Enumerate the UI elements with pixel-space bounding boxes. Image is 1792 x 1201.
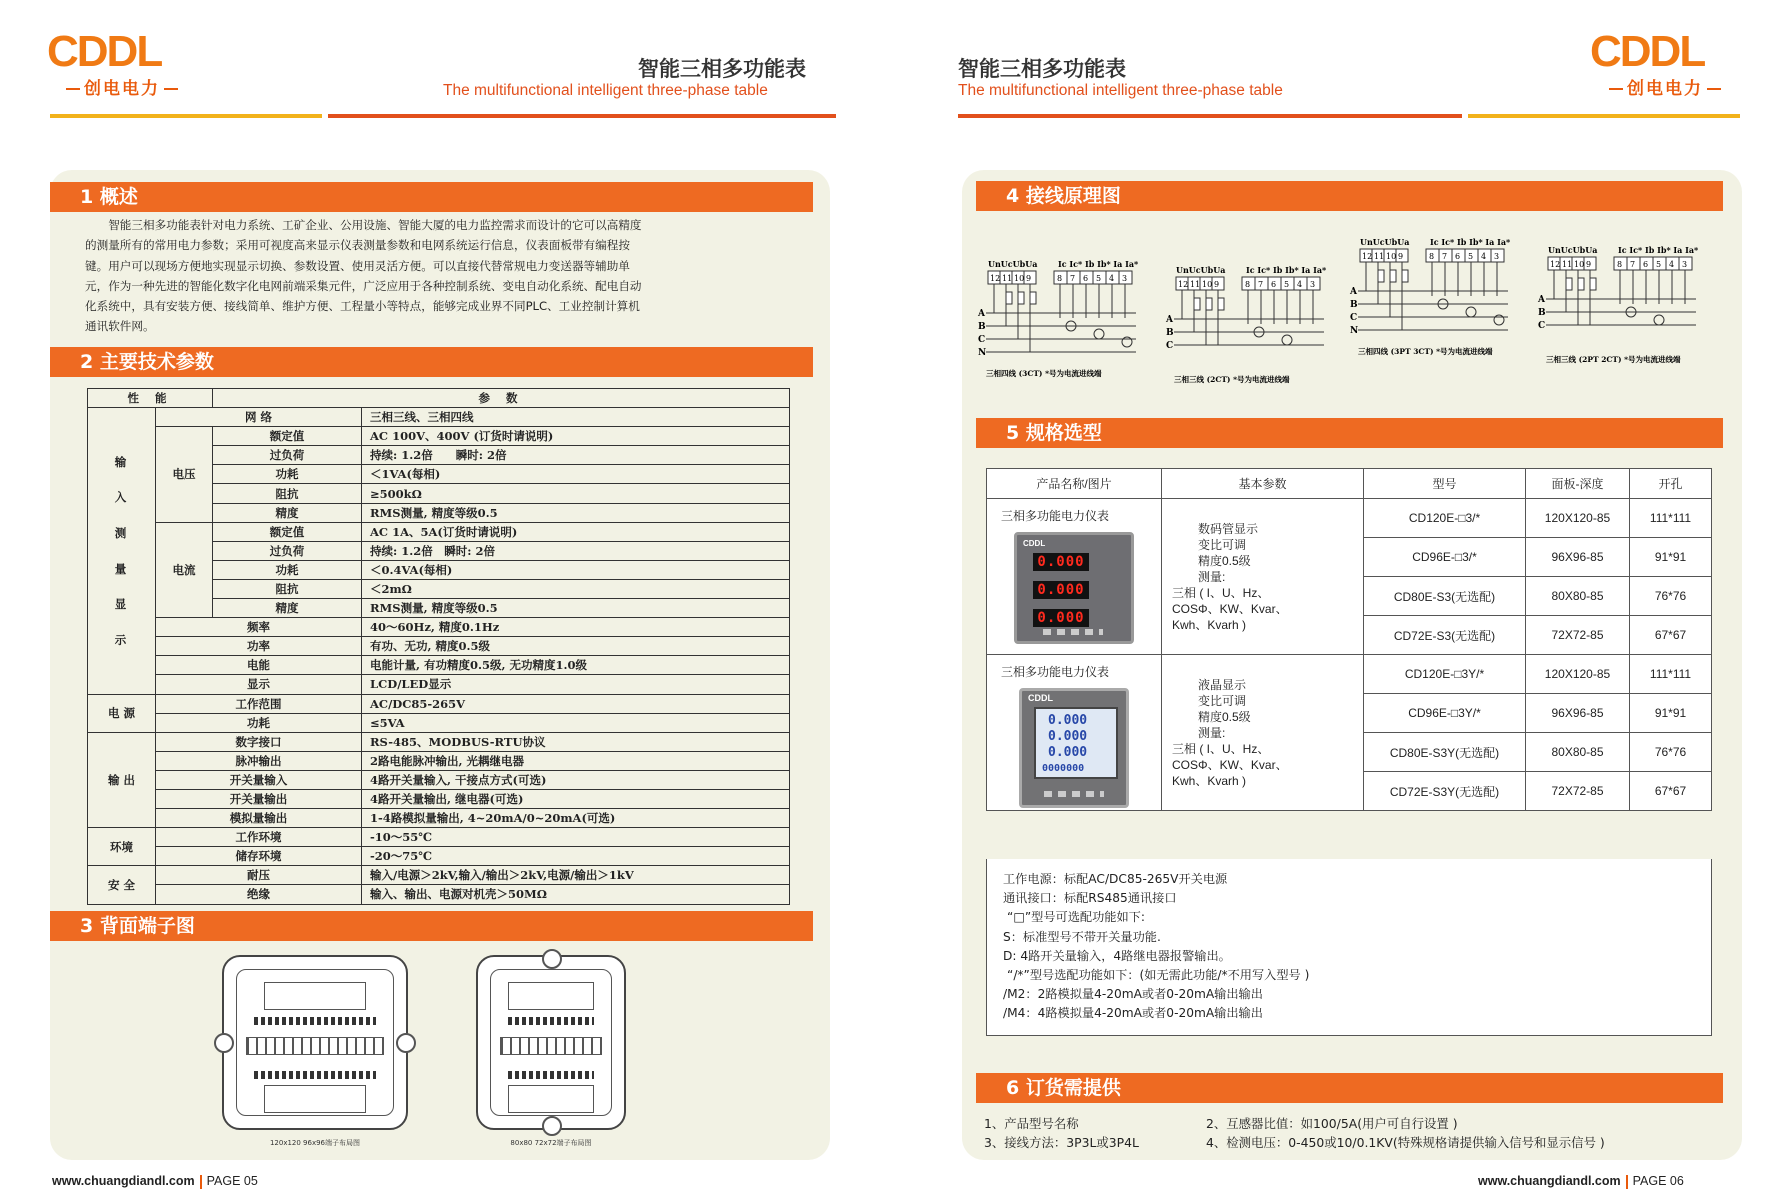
phase-label: B xyxy=(1166,328,1174,338)
row-label: 额定值 xyxy=(213,522,362,541)
header-rule-yellow xyxy=(50,114,322,118)
meter-logo: CDDL xyxy=(1028,693,1053,703)
note-line: D: 4路开关量输入，4路继电器报警输出。 xyxy=(1003,948,1231,963)
row-label: 耐压 xyxy=(156,866,362,885)
terminal-diagram-80 xyxy=(476,955,626,1130)
fuse-icon xyxy=(1578,278,1584,290)
table-row xyxy=(88,751,790,770)
row-value: -20～75℃ xyxy=(362,847,790,866)
group-power: 电 源 xyxy=(88,694,156,732)
footer-page: PAGE 06 xyxy=(1632,1174,1684,1188)
wiring-label: Ic Ic* Ib Ib* Ia Ia* xyxy=(1430,237,1511,247)
header-rule-red xyxy=(328,114,836,118)
phase-label: N xyxy=(1350,326,1359,336)
fuse-icon xyxy=(1390,270,1396,282)
size-cell: 120X120-85 xyxy=(1526,499,1630,538)
overview-line: 元，作为一种先进的智能化数字化电网前端采集元件，广泛应用于各种控制系统、变电自动化系统、配电自动 xyxy=(85,278,642,293)
row-value: AC/DC85-265V xyxy=(362,694,790,713)
product-cell-led xyxy=(987,499,1162,655)
model-cell: CD120E-□3/* xyxy=(1364,499,1526,538)
terminal-number: 11 xyxy=(1374,252,1385,261)
terminal-number: 3 xyxy=(1494,252,1500,261)
note-line: “□”型号可选配功能如下: xyxy=(1007,910,1145,925)
section-heading-wiring: 4 接线原理图 xyxy=(976,181,1723,211)
terminal-number: 11 xyxy=(1190,280,1201,289)
order-item: 1、产品型号名称 xyxy=(984,1116,1079,1131)
row-label: 电能 xyxy=(156,656,362,675)
spec-header: 面板-深度 xyxy=(1526,469,1630,499)
wiring-caption: 三相四线 (3CT) *号为电流进线端 xyxy=(986,369,1102,378)
params-cell-led xyxy=(1162,499,1364,655)
group-input-measure: 输 入 测 量 显 示 xyxy=(88,408,156,694)
size-cell: 80X80-85 xyxy=(1526,733,1630,772)
param-line: 变比可调 xyxy=(1198,693,1247,708)
fuse-icon xyxy=(1218,298,1224,310)
terminal-number: 10 xyxy=(1014,274,1025,283)
phase-label: A xyxy=(1166,315,1173,325)
cutout-cell: 111*111 xyxy=(1630,655,1712,694)
wiring-diagrams xyxy=(976,238,1726,388)
row-label: 工作环境 xyxy=(156,828,362,847)
row-value: 2路电能脉冲输出, 光耦继电器 xyxy=(362,751,790,770)
table-header-row xyxy=(88,389,790,408)
terminal-number: 12 xyxy=(1178,280,1189,289)
overview-line: 通讯软件网。 xyxy=(85,319,155,334)
terminal-number: 5 xyxy=(1096,274,1102,283)
row-label: 模拟量输出 xyxy=(156,809,362,828)
wiring-label: UnUcUbUa xyxy=(1176,265,1226,275)
terminal-number: 3 xyxy=(1310,280,1316,289)
row-value: RMS测量, 精度等级0.5 xyxy=(362,503,790,522)
fuse-icon xyxy=(1378,270,1384,282)
footer-page: PAGE 05 xyxy=(206,1174,258,1188)
brand-logo xyxy=(1590,27,1740,99)
spec-header: 开孔 xyxy=(1630,469,1712,499)
row-label: 网 络 xyxy=(156,408,362,427)
terminal-number: 4 xyxy=(1669,260,1675,269)
brand-cn: 创电电力 xyxy=(1590,74,1740,99)
size-cell: 72X72-85 xyxy=(1526,772,1630,811)
header-param: 参 数 xyxy=(213,389,790,408)
phase-label: B xyxy=(1538,308,1546,318)
row-value: 输入、输出、电源对机壳＞50MΩ xyxy=(362,885,790,904)
wiring-caption: 三相三线 (2CT) *号为电流进线端 xyxy=(1174,375,1290,384)
terminal-caption-80: 80x80 72x72端子布局图 xyxy=(510,1139,592,1147)
param-line: 测量: xyxy=(1198,725,1226,740)
lcd-readout: 0.000 xyxy=(1048,729,1088,744)
params-cell-lcd xyxy=(1162,655,1364,811)
overview-line: 智能三相多功能表针对电力系统、工矿企业、公用设施、智能大厦的电力监控需求而设计的它可以高精度 xyxy=(85,218,642,232)
footer-url: www.chuangdiandl.com xyxy=(1478,1174,1621,1188)
row-label: 精度 xyxy=(213,599,362,618)
terminal-number: 7 xyxy=(1630,260,1636,269)
lcd-readout: 0.000 xyxy=(1048,745,1088,760)
table-row xyxy=(88,789,790,808)
terminal-number: 8 xyxy=(1617,260,1623,269)
row-label: 精度 xyxy=(213,503,362,522)
order-item: 2、互感器比值：如100/5A(用户可自行设置 ) xyxy=(1206,1116,1458,1131)
meter-logo: CDDL xyxy=(1023,539,1046,548)
footer-left xyxy=(52,1174,258,1189)
wiring-label: UnUcUbUa xyxy=(1360,237,1410,247)
row-value: -10～55℃ xyxy=(362,828,790,847)
header-title-cn: 智能三相多功能表 xyxy=(958,57,1126,81)
terminal-number: 9 xyxy=(1586,260,1592,269)
footer-url: www.chuangdiandl.com xyxy=(52,1174,195,1188)
row-label: 储存环境 xyxy=(156,847,362,866)
terminal-number: 12 xyxy=(1550,260,1561,269)
section-heading-order: 6 订货需提供 xyxy=(976,1073,1723,1103)
size-cell: 96X96-85 xyxy=(1526,694,1630,733)
phase-label: N xyxy=(978,348,987,358)
wiring-label: Ic Ic* Ib Ib* Ia Ia* xyxy=(1246,265,1327,275)
order-list xyxy=(984,1114,1724,1152)
note-line: /M2：2路模拟量4-20mA或者0-20mA输出输出 xyxy=(1003,987,1263,1002)
led-meter-image xyxy=(1014,532,1134,644)
cutout-cell: 91*91 xyxy=(1630,538,1712,577)
order-item: 4、检测电压：0-450或10/0.1KV(特殊规格请提供输入信号和显示信号 ) xyxy=(1206,1135,1605,1150)
brand-cn: 创电电力 xyxy=(47,74,197,99)
cutout-cell: 67*67 xyxy=(1630,616,1712,655)
fuse-icon xyxy=(1206,298,1212,310)
note-line: 通讯接口：标配RS485通讯接口 xyxy=(1003,891,1177,906)
row-label: 显示 xyxy=(156,675,362,694)
row-value: 持续: 1.2倍 瞬时: 2倍 xyxy=(362,446,790,465)
phase-label: B xyxy=(978,322,986,332)
table-row xyxy=(88,656,790,675)
table-row xyxy=(88,427,790,446)
group-safety: 安 全 xyxy=(88,866,156,904)
size-cell: 96X96-85 xyxy=(1526,538,1630,577)
terminal-number: 9 xyxy=(1214,280,1220,289)
model-cell: CD72E-S3Y(无选配) xyxy=(1364,772,1526,811)
terminal-number: 4 xyxy=(1297,280,1303,289)
tech-params-table xyxy=(87,388,790,905)
fuse-icon xyxy=(1566,278,1572,290)
spec-header: 基本参数 xyxy=(1162,469,1364,499)
terminal-number: 5 xyxy=(1284,280,1290,289)
lcd-screen xyxy=(1034,707,1118,779)
terminal-number: 3 xyxy=(1682,260,1688,269)
lcd-readout: 0.000 xyxy=(1048,713,1088,728)
wiring-label: Ic Ic* Ib Ib* Ia Ia* xyxy=(1058,259,1139,269)
terminal-number: 11 xyxy=(1002,274,1013,283)
row-label: 功耗 xyxy=(156,713,362,732)
note-line: S：标准型号不带开关量功能. xyxy=(1003,929,1161,944)
row-label: 过负荷 xyxy=(213,541,362,560)
overview-line: 键。用户可以现场方便地实现显示切换、参数设置、使用灵活方便。可以直接代替常规电力变送器等辅助单 xyxy=(85,258,630,273)
terminal-number: 9 xyxy=(1026,274,1032,283)
param-line: 液晶显示 xyxy=(1198,677,1247,692)
product-name: 三相多功能电力仪表 xyxy=(1001,665,1110,679)
row-value: AC 100V、400V (订货时请说明) xyxy=(362,427,790,446)
table-row xyxy=(88,732,790,751)
group-output: 输 出 xyxy=(88,732,156,827)
table-row xyxy=(88,885,790,904)
model-cell: CD80E-S3Y(无选配) xyxy=(1364,733,1526,772)
row-label: 功率 xyxy=(156,637,362,656)
terminal-number: 10 xyxy=(1574,260,1585,269)
wiring-caption: 三相三线 (2PT 2CT) *号为电流进线端 xyxy=(1546,355,1681,364)
row-value: ≤5VA xyxy=(362,713,790,732)
row-label: 阻抗 xyxy=(213,484,362,503)
phase-label: A xyxy=(978,309,985,319)
row-label: 开关量输出 xyxy=(156,789,362,808)
row-value: AC 1A、5A(订货时请说明) xyxy=(362,522,790,541)
row-value: 有功、无功, 精度0.5级 xyxy=(362,637,790,656)
terminal-number: 10 xyxy=(1202,280,1213,289)
note-line: /M4：4路模拟量4-20mA或者0-20mA输出输出 xyxy=(1003,1006,1263,1021)
row-value: RMS测量, 精度等级0.5 xyxy=(362,599,790,618)
table-row xyxy=(88,618,790,637)
phase-label: C xyxy=(1166,341,1174,351)
phase-label: A xyxy=(1538,295,1545,305)
terminal-number: 6 xyxy=(1455,252,1461,261)
row-label: 功耗 xyxy=(213,560,362,579)
fuse-icon xyxy=(1030,292,1036,304)
screw-icon xyxy=(542,949,562,969)
spec-header-row xyxy=(987,469,1712,499)
size-cell: 80X80-85 xyxy=(1526,577,1630,616)
row-value: 40～60Hz, 精度0.1Hz xyxy=(362,618,790,637)
ct-coil-icon xyxy=(1466,307,1476,317)
terminal-number: 7 xyxy=(1258,280,1264,289)
fuse-icon xyxy=(1402,270,1408,282)
table-row xyxy=(88,675,790,694)
brand-logo xyxy=(47,27,197,99)
ct-coil-icon xyxy=(1094,329,1104,339)
screw-icon xyxy=(542,1116,562,1136)
model-cell: CD120E-□3Y/* xyxy=(1364,655,1526,694)
terminal-number: 6 xyxy=(1643,260,1649,269)
lcd-meter-image xyxy=(1019,688,1129,808)
table-row xyxy=(88,866,790,885)
spec-notes xyxy=(1003,870,1309,1024)
row-value: 4路开关量输入, 干接点方式(可选) xyxy=(362,770,790,789)
terminal-caption-120: 120x120 96x96端子布局图 xyxy=(269,1139,361,1147)
led-readout: 0.000 xyxy=(1033,553,1089,571)
table-row xyxy=(88,408,790,427)
overview-line: 化系统中，具有安装方便、接线简单、维护方便、工程量小等特点，能够完成业界不同PLC、工业控制计算机 xyxy=(85,299,640,314)
spec-row xyxy=(987,499,1712,538)
fuse-icon xyxy=(1018,292,1024,304)
terminal-number: 12 xyxy=(1362,252,1373,261)
model-cell: CD96E-□3Y/* xyxy=(1364,694,1526,733)
row-value: 1-4路模拟量输出, 4~20mA/0~20mA(可选) xyxy=(362,809,790,828)
header-rule-yellow xyxy=(1468,114,1740,118)
screw-icon xyxy=(214,1033,234,1053)
terminal-number: 8 xyxy=(1245,280,1251,289)
row-value: ＜0.4VA(每相) xyxy=(362,560,790,579)
header-title-en: The multifunctional intelligent three-phase table xyxy=(958,82,1283,99)
section-heading-terminal: 3 背面端子图 xyxy=(50,911,813,941)
wiring-caption: 三相四线 (3PT 3CT) *号为电流进线端 xyxy=(1358,347,1493,356)
row-label: 脉冲输出 xyxy=(156,751,362,770)
model-cell: CD80E-S3(无选配) xyxy=(1364,577,1526,616)
row-value: 电能计量, 有功精度0.5级, 无功精度1.0级 xyxy=(362,656,790,675)
table-row xyxy=(88,522,790,541)
wiring-diagram xyxy=(1536,244,1721,404)
led-readout: 0.000 xyxy=(1033,581,1089,599)
section-heading-tech: 2 主要技术参数 xyxy=(50,347,813,377)
row-value: ＜2mΩ xyxy=(362,579,790,598)
table-row xyxy=(88,770,790,789)
cutout-cell: 67*67 xyxy=(1630,772,1712,811)
row-label: 频率 xyxy=(156,618,362,637)
param-line: COSΦ、KW、Kvar、 xyxy=(1172,757,1288,772)
param-line: Kwh、Kvarh ) xyxy=(1172,773,1247,788)
row-label: 过负荷 xyxy=(213,446,362,465)
led-readout: 0.000 xyxy=(1033,609,1089,627)
footer-right xyxy=(1478,1174,1684,1189)
order-item: 3、接线方法：3P3L或3P4L xyxy=(984,1135,1139,1150)
group-environment: 环境 xyxy=(88,828,156,866)
wiring-diagram xyxy=(976,258,1161,418)
param-line: 三相 ( I、U、Hz、 xyxy=(1172,741,1270,756)
brand-mark: CDDL xyxy=(1590,27,1705,76)
table-row xyxy=(88,809,790,828)
terminal-number: 7 xyxy=(1442,252,1448,261)
cutout-cell: 76*76 xyxy=(1630,733,1712,772)
row-label: 工作范围 xyxy=(156,694,362,713)
row-value: ＜1VA(每相) xyxy=(362,465,790,484)
row-value: 持续: 1.2倍 瞬时: 2倍 xyxy=(362,541,790,560)
terminal-number: 11 xyxy=(1562,260,1573,269)
model-cell: CD96E-□3/* xyxy=(1364,538,1526,577)
row-value: 输入/电源＞2kV,输入/输出＞2kV,电源/输出＞1kV xyxy=(362,866,790,885)
terminal-number: 6 xyxy=(1271,280,1277,289)
size-cell: 72X72-85 xyxy=(1526,616,1630,655)
note-line: 工作电源：标配AC/DC85-265V开关电源 xyxy=(1003,872,1228,886)
wiring-label: UnUcUbUa xyxy=(988,259,1038,269)
overview-text xyxy=(85,215,805,337)
size-cell: 120X120-85 xyxy=(1526,655,1630,694)
terminal-number: 5 xyxy=(1468,252,1474,261)
table-row xyxy=(88,828,790,847)
ct-coil-icon xyxy=(1282,335,1292,345)
product-cell-lcd xyxy=(987,655,1162,811)
param-line: 精度0.5级 xyxy=(1198,553,1251,568)
cutout-cell: 76*76 xyxy=(1630,577,1712,616)
param-line: COSΦ、KW、Kvar、 xyxy=(1172,601,1288,616)
terminal-number: 12 xyxy=(990,274,1001,283)
table-row xyxy=(88,713,790,732)
terminal-diagram-120 xyxy=(222,955,408,1130)
product-name: 三相多功能电力仪表 xyxy=(1001,509,1110,523)
terminal-number: 5 xyxy=(1656,260,1662,269)
cutout-cell: 91*91 xyxy=(1630,694,1712,733)
page-06 xyxy=(896,0,1792,1201)
fuse-icon xyxy=(1006,292,1012,304)
terminal-number: 10 xyxy=(1386,252,1397,261)
param-line: 精度0.5级 xyxy=(1198,709,1251,724)
phase-label: A xyxy=(1350,287,1357,297)
phase-label: C xyxy=(1538,321,1546,331)
wiring-label: Ic Ic* Ib Ib* Ia Ia* xyxy=(1618,245,1699,255)
row-value: 4路开关量输出, 继电器(可选) xyxy=(362,789,790,808)
terminal-number: 8 xyxy=(1429,252,1435,261)
section-heading-spec: 5 规格选型 xyxy=(976,418,1723,448)
row-label: 额定值 xyxy=(213,427,362,446)
row-value: LCD/LED显示 xyxy=(362,675,790,694)
param-line: 数码管显示 xyxy=(1198,521,1259,536)
phase-label: B xyxy=(1350,300,1358,310)
section-heading-overview: 1 概述 xyxy=(50,182,813,212)
terminal-number: 3 xyxy=(1122,274,1128,283)
ct-coil-icon xyxy=(1654,315,1664,325)
spec-header: 型号 xyxy=(1364,469,1526,499)
spec-row xyxy=(987,655,1712,694)
group-current: 电流 xyxy=(156,522,213,617)
group-voltage: 电压 xyxy=(156,427,213,522)
terminal-number: 6 xyxy=(1083,274,1089,283)
spec-table xyxy=(986,468,1712,811)
table-row xyxy=(88,694,790,713)
param-line: 变比可调 xyxy=(1198,537,1247,552)
terminal-number: 7 xyxy=(1070,274,1076,283)
model-cell: CD72E-S3(无选配) xyxy=(1364,616,1526,655)
row-value: RS-485、MODBUS-RTU协议 xyxy=(362,732,790,751)
table-row xyxy=(88,847,790,866)
overview-line: 的测量所有的常用电力参数；采用可视度高来显示仪表测量参数和电网系统运行信息，仪表面板带有编程按 xyxy=(85,238,630,253)
row-label: 数字接口 xyxy=(156,732,362,751)
phase-label: C xyxy=(978,335,986,345)
row-label: 阻抗 xyxy=(213,579,362,598)
row-label: 绝缘 xyxy=(156,885,362,904)
spec-header: 产品名称/图片 xyxy=(987,469,1162,499)
wiring-diagram xyxy=(1348,236,1533,396)
row-value: 三相三线、三相四线 xyxy=(362,408,790,427)
wiring-diagram xyxy=(1164,264,1349,424)
param-line: Kwh、Kvarh ) xyxy=(1172,617,1247,632)
header-title-cn: 智能三相多功能表 xyxy=(638,57,806,81)
row-value: ≥500kΩ xyxy=(362,484,790,503)
row-label: 开关量输入 xyxy=(156,770,362,789)
note-line: “/*”型号选配功能如下：(如无需此功能/*不用写入型号 ) xyxy=(1007,968,1310,983)
param-line: 测量: xyxy=(1198,569,1226,584)
fuse-icon xyxy=(1194,298,1200,310)
cutout-cell: 111*111 xyxy=(1630,499,1712,538)
header-perf: 性 能 xyxy=(88,389,213,408)
row-label: 功耗 xyxy=(213,465,362,484)
terminal-number: 4 xyxy=(1109,274,1115,283)
header-rule-red xyxy=(958,114,1462,118)
param-line: 三相 ( I、U、Hz、 xyxy=(1172,585,1270,600)
brand-mark: CDDL xyxy=(47,27,162,76)
screw-icon xyxy=(396,1033,416,1053)
header-title-en: The multifunctional intelligent three-phase table xyxy=(443,82,768,99)
phase-label: C xyxy=(1350,313,1358,323)
terminal-number: 4 xyxy=(1481,252,1487,261)
table-row xyxy=(88,637,790,656)
wiring-label: UnUcUbUa xyxy=(1548,245,1598,255)
terminal-number: 8 xyxy=(1057,274,1063,283)
lcd-readout: 0000000 xyxy=(1042,763,1085,774)
terminal-number: 9 xyxy=(1398,252,1404,261)
fuse-icon xyxy=(1590,278,1596,290)
